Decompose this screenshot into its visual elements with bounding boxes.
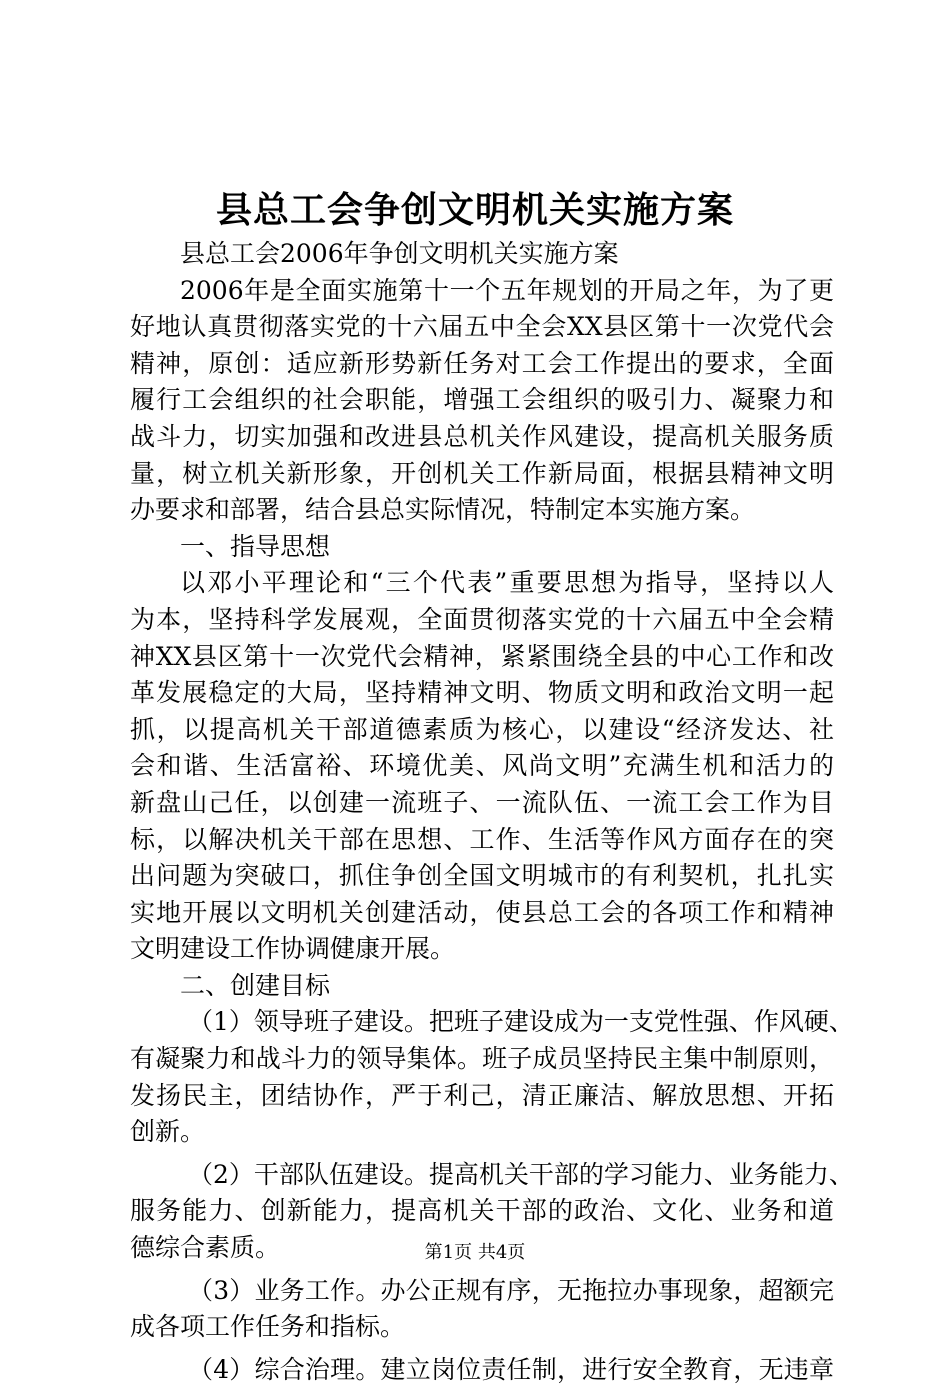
list-item-line: （3）业务工作。办公正规有序，无拖拉办事现象，超额完	[188, 1275, 834, 1305]
body-line: 会和谐、生活富裕、环境优美、风尚文明”充满生机和活力的	[130, 751, 834, 781]
body-line: 为本，坚持科学发展观，全面贯彻落实党的十六届五中全会精	[130, 604, 834, 634]
list-item-line: 服务能力、创新能力，提高机关干部的政治、文化、业务和道	[130, 1196, 834, 1226]
body-line: 好地认真贯彻落实党的十六届五中全会XX县区第十一次党代会	[130, 312, 834, 342]
list-item-line: （1）领导班子建设。把班子建设成为一支党性强、作风硬、	[188, 1007, 854, 1037]
body-line: 革发展稳定的大局，坚持精神文明、物质文明和政治文明一起	[130, 678, 834, 708]
body-line: 精神，原创：适应新形势新任务对工会工作提出的要求，全面	[130, 348, 834, 378]
body-line: 战斗力，切实加强和改进县总机关作风建设，提高机关服务质	[130, 421, 834, 451]
body-line: 量，树立机关新形象，开创机关工作新局面，根据县精神文明	[130, 458, 834, 488]
body-line: 2006年是全面实施第十一个五年规划的开局之年，为了更	[180, 275, 834, 305]
document-body	[130, 236, 854, 1388]
body-line: 实地开展以文明机关创建活动，使县总工会的各项工作和精神	[130, 897, 834, 927]
list-item-line: 创新。	[130, 1117, 206, 1147]
page-footer: 第1页 共4页	[424, 1242, 526, 1263]
body-line: 履行工会组织的社会职能，增强工会组织的吸引力、凝聚力和	[130, 385, 834, 415]
list-item-line: 成各项工作任务和指标。	[130, 1312, 406, 1342]
subtitle-line: 县总工会2006年争创文明机关实施方案	[180, 239, 619, 268]
document-title: 县总工会争创文明机关实施方案	[215, 189, 734, 231]
body-line: 抓，以提高机关干部道德素质为核心，以建设“经济发达、社	[130, 714, 834, 744]
section-heading: 二、创建目标	[180, 970, 331, 1000]
list-item-line: 德综合素质。	[130, 1233, 281, 1263]
list-item-line: 发扬民主，团结协作，严于利己，清正廉洁、解放思想、开拓	[130, 1080, 834, 1110]
list-item-line: 有凝聚力和战斗力的领导集体。班子成员坚持民主集中制原则，	[130, 1044, 834, 1074]
body-line: 文明建设工作协调健康开展。	[130, 934, 456, 964]
list-item-line: （4）综合治理。建立岗位责任制，进行安全教育，无违章	[188, 1354, 834, 1384]
body-line: 标，以解决机关干部在思想、工作、生活等作风方面存在的突	[130, 824, 834, 854]
body-line: 出问题为突破口，抓住争创全国文明城市的有利契机，扎扎实	[130, 861, 834, 891]
list-item-line: （2）干部队伍建设。提高机关干部的学习能力、业务能力、	[188, 1159, 854, 1189]
body-line: 神XX县区第十一次党代会精神，紧紧围绕全县的中心工作和改	[130, 641, 834, 671]
section-heading: 一、指导思想	[180, 531, 331, 561]
body-line: 以邓小平理论和“三个代表”重要思想为指导，坚持以人	[180, 568, 834, 598]
body-line: 新盘山己任，以创建一流班子、一流队伍、一流工会工作为目	[130, 787, 834, 817]
body-line: 办要求和部署，结合县总实际情况，特制定本实施方案。	[130, 495, 756, 525]
